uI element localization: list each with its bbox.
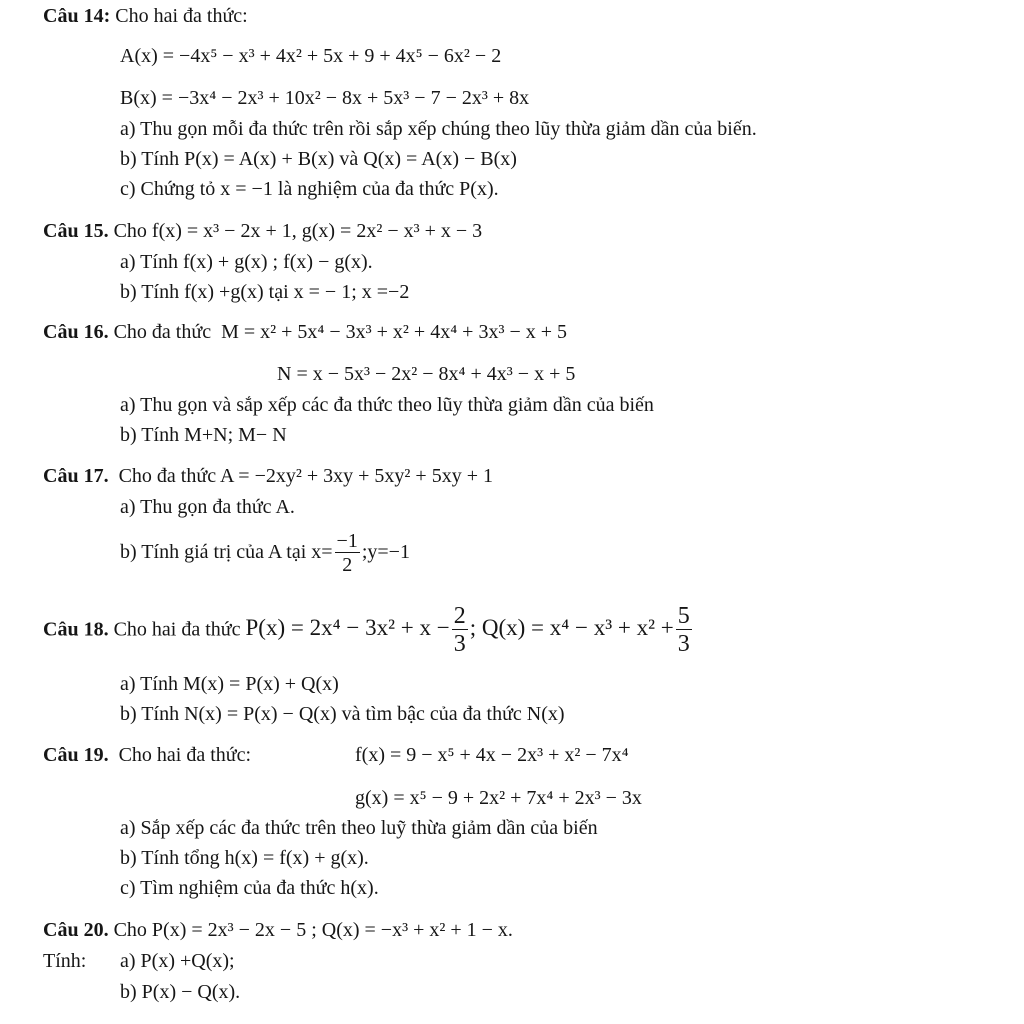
q19-part-a: a) Sắp xếp các đa thức trên theo luỹ thừa giảm dần của biến	[120, 817, 598, 839]
q15-part-b: b) Tính f(x) +g(x) tại x = − 1; x =−2	[120, 281, 410, 303]
q19-formula-f: f(x) = 9 − x⁵ + 4x − 2x³ + x² − 7x⁴	[355, 744, 629, 766]
q18-line	[43, 604, 694, 656]
q17-part-b-suffix: ;y=−1	[361, 541, 410, 563]
q14-part-a: a) Thu gọn mỗi đa thức trên rồi sắp xếp chúng theo lũy thừa giảm dần của biến.	[120, 118, 757, 140]
q18-q-fraction-numerator: 5	[677, 603, 690, 629]
q19-intro: Cho hai đa thức:	[108, 744, 252, 766]
q17-fraction	[335, 531, 360, 575]
q17-heading: Câu 17.	[43, 465, 109, 487]
q19-part-b: b) Tính tổng h(x) = f(x) + g(x).	[120, 847, 369, 869]
q20-heading: Câu 20.	[43, 919, 109, 941]
q18-part-a: a) Tính M(x) = P(x) + Q(x)	[120, 673, 339, 695]
q15-line	[43, 219, 482, 243]
q18-p-fraction-numerator: 2	[453, 603, 466, 629]
q17-fraction-numerator: −1	[336, 530, 358, 553]
q17-part-b	[120, 530, 410, 575]
q17-line	[43, 464, 493, 488]
q16-intro: Cho đa thức M = x² + 5x⁴ − 3x³ + x² + 4x⁴ + 3x³ − x + 5	[108, 321, 568, 343]
q20-intro: Cho P(x) = 2x³ − 2x − 5 ; Q(x) = −x³ + x² + 1 − x.	[108, 919, 513, 941]
q19-heading: Câu 19.	[43, 744, 109, 766]
q14-formula-a: A(x) = −4x⁵ − x³ + 4x² + 5x + 9 + 4x⁵ − 6x² − 2	[120, 45, 502, 67]
q17-part-a: a) Thu gọn đa thức A.	[120, 496, 295, 518]
q16-formula-n: N = x − 5x³ − 2x² − 8x⁴ + 4x³ − x + 5	[277, 363, 576, 385]
q16-line	[43, 320, 567, 344]
q17-part-b-prefix: b) Tính giá trị của A tại x=	[120, 541, 333, 563]
q16-part-a: a) Thu gọn và sắp xếp các đa thức theo lũy thừa giảm dần của biến	[120, 394, 654, 416]
q19-part-c: c) Tìm nghiệm của đa thức h(x).	[120, 877, 379, 899]
q18-formulas	[245, 603, 694, 657]
q19-formula-g: g(x) = x⁵ − 9 + 2x² + 7x⁴ + 2x³ − 3x	[355, 787, 642, 809]
q14-part-b: b) Tính P(x) = A(x) + B(x) và Q(x) = A(x) − B(x)	[120, 148, 517, 170]
q17-fraction-denominator: 2	[342, 554, 353, 577]
q20-task-label: Tính:	[43, 950, 87, 972]
q14-formula-b: B(x) = −3x⁴ − 2x³ + 10x² − 8x + 5x³ − 7 − 2x³ + 8x	[120, 87, 530, 109]
q18-q-fraction	[676, 604, 692, 656]
q15-intro: Cho f(x) = x³ − 2x + 1, g(x) = 2x² − x³ + x − 3	[108, 220, 483, 242]
q20-part-a: a) P(x) +Q(x);	[120, 950, 235, 972]
q19-line	[43, 743, 251, 767]
q20-line	[43, 918, 513, 942]
q18-q-formula: ; Q(x) = x⁴ − x³ + x² +	[469, 615, 674, 641]
q20-part-b: b) P(x) − Q(x).	[120, 981, 241, 1003]
q18-part-b: b) Tính N(x) = P(x) − Q(x) và tìm bậc của đa thức N(x)	[120, 703, 565, 725]
q18-intro: Cho hai đa thức	[108, 618, 246, 641]
q18-p-formula: P(x) = 2x⁴ − 3x² + x −	[245, 615, 450, 641]
q16-part-b: b) Tính M+N; M− N	[120, 424, 287, 446]
q16-heading: Câu 16.	[43, 321, 109, 343]
q14-heading: Câu 14:	[43, 5, 111, 27]
q14-line	[43, 4, 248, 28]
q18-p-fraction	[452, 604, 468, 656]
q15-part-a: a) Tính f(x) + g(x) ; f(x) − g(x).	[120, 251, 373, 273]
q18-p-fraction-denominator: 3	[453, 631, 466, 657]
q17-intro: Cho đa thức A = −2xy² + 3xy + 5xy² + 5xy + 1	[108, 465, 493, 487]
q18-heading: Câu 18.	[43, 618, 109, 641]
q18-q-fraction-denominator: 3	[677, 631, 690, 657]
q15-heading: Câu 15.	[43, 220, 109, 242]
q14-part-c: c) Chứng tỏ x = −1 là nghiệm của đa thức P(x).	[120, 178, 499, 200]
q14-intro: Cho hai đa thức:	[110, 5, 248, 27]
